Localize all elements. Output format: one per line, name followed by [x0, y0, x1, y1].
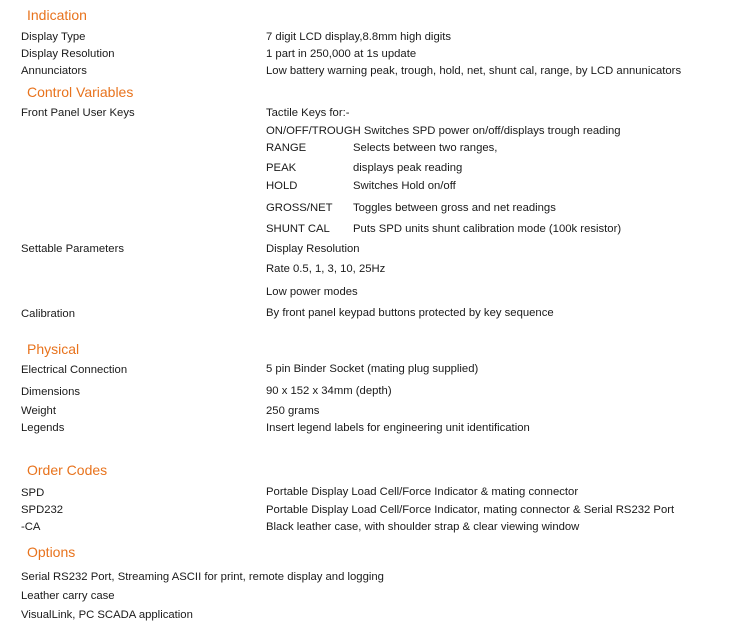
- order-code: SPD232: [21, 504, 64, 516]
- spec-value: Tactile Keys for:-: [266, 107, 350, 119]
- spec-value: Low power modes: [266, 286, 358, 298]
- section-heading-indication: Indication: [27, 7, 87, 23]
- spec-value: 5 pin Binder Socket (mating plug supplied): [266, 363, 479, 375]
- order-description: Black leather case, with shoulder strap & clear viewing window: [266, 521, 580, 533]
- key-name: HOLD: [266, 180, 298, 192]
- key-description: displays peak reading: [353, 162, 463, 174]
- key-name: RANGE: [266, 142, 307, 154]
- option-item: VisualLink, PC SCADA application: [21, 609, 193, 621]
- spec-value: Rate 0.5, 1, 3, 10, 25Hz: [266, 263, 386, 275]
- spec-label: Electrical Connection: [21, 364, 128, 376]
- spec-value: 1 part in 250,000 at 1s update: [266, 48, 417, 60]
- key-description: Switches Hold on/off: [353, 180, 456, 192]
- order-description: Portable Display Load Cell/Force Indicator, mating connector & Serial RS232 Port: [266, 504, 675, 516]
- spec-value: Insert legend labels for engineering unit identification: [266, 422, 530, 434]
- section-heading-options: Options: [27, 544, 76, 560]
- spec-label: Display Resolution: [21, 48, 115, 60]
- key-description: Toggles between gross and net readings: [353, 202, 556, 214]
- spec-label: Front Panel User Keys: [21, 107, 135, 119]
- spec-label: Annunciators: [21, 65, 87, 77]
- spec-label: Legends: [21, 422, 65, 434]
- order-code: -CA: [21, 521, 41, 533]
- key-name: PEAK: [266, 162, 297, 174]
- section-heading-physical: Physical: [27, 341, 80, 357]
- key-name: GROSS/NET: [266, 202, 333, 214]
- spec-value: Display Resolution: [266, 243, 360, 255]
- order-description: Portable Display Load Cell/Force Indicator & mating connector: [266, 486, 579, 498]
- key-description: Selects between two ranges,: [353, 142, 498, 154]
- section-heading-control-variables: Control Variables: [27, 84, 134, 100]
- section-heading-order-codes: Order Codes: [27, 462, 108, 478]
- spec-value: ON/OFF/TROUGH Switches SPD power on/off/displays trough reading: [266, 125, 621, 137]
- key-name: SHUNT CAL: [266, 223, 330, 235]
- spec-label: Settable Parameters: [21, 243, 124, 255]
- key-description: Puts SPD units shunt calibration mode (100k resistor): [353, 223, 622, 235]
- spec-value: 90 x 152 x 34mm (depth): [266, 385, 392, 397]
- option-item: Serial RS232 Port, Streaming ASCII for print, remote display and logging: [21, 571, 384, 583]
- spec-label: Display Type: [21, 31, 86, 43]
- spec-value: 250 grams: [266, 405, 320, 417]
- spec-label: Weight: [21, 405, 56, 417]
- spec-value: Low battery warning peak, trough, hold, net, shunt cal, range, by LCD annunicators: [266, 65, 682, 77]
- spec-value: By front panel keypad buttons protected by key sequence: [266, 307, 554, 319]
- option-item: Leather carry case: [21, 590, 115, 602]
- order-code: SPD: [21, 487, 45, 499]
- spec-label: Dimensions: [21, 386, 81, 398]
- spec-value: 7 digit LCD display,8.8mm high digits: [266, 31, 452, 43]
- spec-label: Calibration: [21, 308, 76, 320]
